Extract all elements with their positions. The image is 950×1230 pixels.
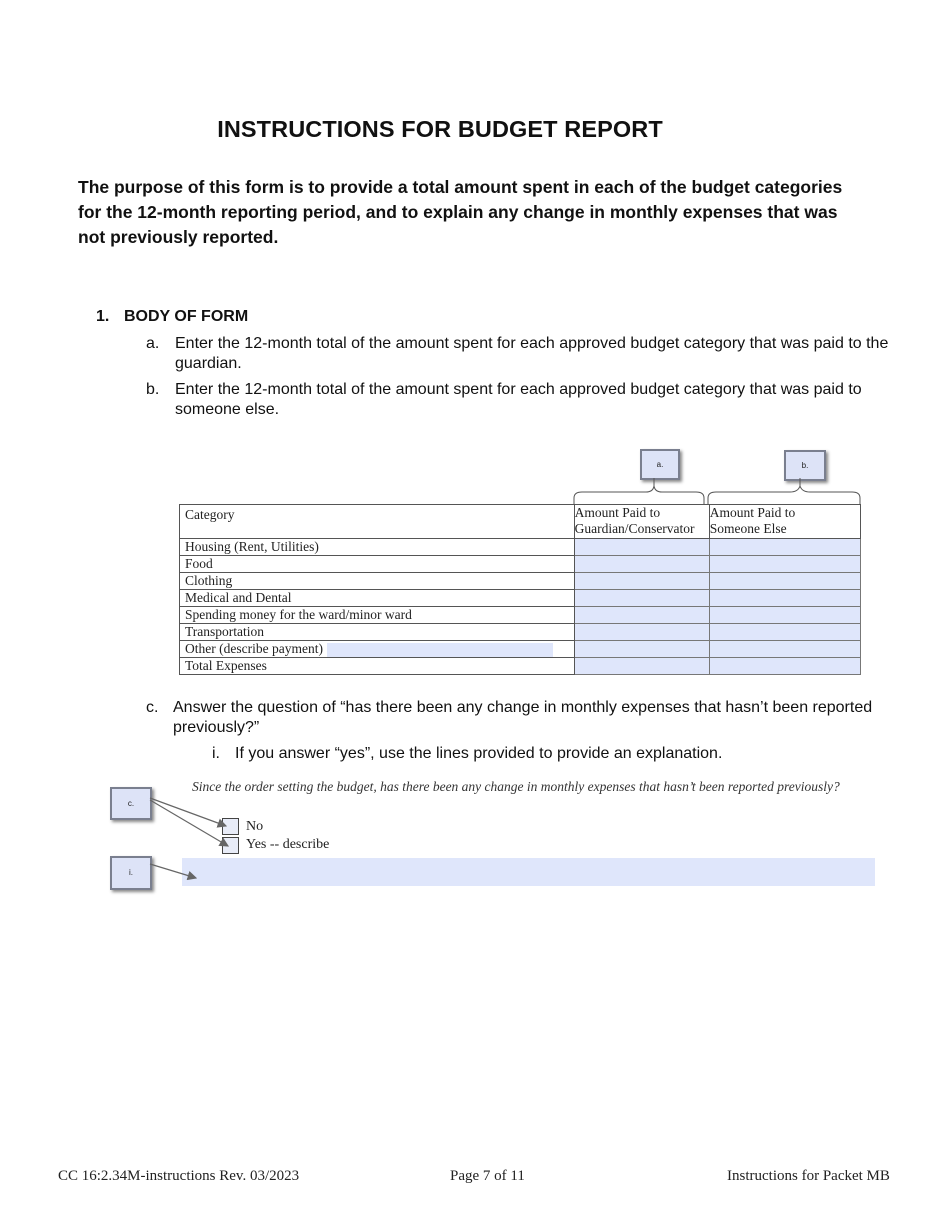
arrow-to-explanation [150, 864, 196, 878]
footer-form-id: CC 16:2.34M-instructions Rev. 03/2023 [58, 1168, 300, 1184]
purpose-paragraph: The purpose of this form is to provide a total amount spent in each of the budget categories for the 12-month reporting period, and to explain any change in monthly expenses that was not previously reported. [78, 177, 843, 247]
item-text: Enter the 12-month total of the amount spent for each approved budget category that was paid to the guardian. [175, 335, 889, 372]
item-label: b. [146, 381, 160, 398]
callout-i: i. [110, 856, 152, 890]
section-number: 1. [96, 308, 110, 325]
item-label: c. [146, 699, 159, 716]
section-title: BODY OF FORM [124, 308, 249, 325]
item-text: Enter the 12-month total of the amount spent for each approved budget category that was paid to someone else. [175, 381, 862, 418]
item-text: Answer the question of “has there been any change in monthly expenses that hasn’t been reported previously?” [173, 699, 873, 736]
footer-packet-title: Instructions for Packet MB [727, 1168, 890, 1184]
header-amount-someone-else: Amount Paid to Someone Else [709, 505, 860, 539]
category-cell: Food [180, 556, 575, 573]
callout-b: b. [784, 450, 826, 481]
category-cell: Clothing [180, 573, 575, 590]
yes-label: Yes -- describe [246, 837, 330, 852]
category-cell-other: Other (describe payment) [180, 641, 575, 658]
callout-a: a. [640, 449, 680, 480]
footer-page-number: Page 7 of 11 [450, 1168, 525, 1184]
category-cell: Total Expenses [180, 658, 575, 675]
category-cell: Spending money for the ward/minor ward [180, 607, 575, 624]
header-category: Category [180, 505, 575, 539]
header-amount-guardian: Amount Paid to Guardian/Conservator [574, 505, 709, 539]
item-label: i. [212, 745, 220, 762]
change-question: Since the order setting the budget, has there been any change in monthly expenses that hasn’t been reported previously? [192, 779, 840, 794]
category-cell: Housing (Rent, Utilities) [180, 539, 575, 556]
page-title: INSTRUCTIONS FOR BUDGET REPORT [217, 116, 663, 142]
category-cell: Medical and Dental [180, 590, 575, 607]
no-label: No [246, 819, 264, 834]
callout-c: c. [110, 787, 152, 820]
item-text: If you answer “yes”, use the lines provided to provide an explanation. [235, 745, 723, 762]
category-cell: Transportation [180, 624, 575, 641]
item-label: a. [146, 335, 160, 352]
